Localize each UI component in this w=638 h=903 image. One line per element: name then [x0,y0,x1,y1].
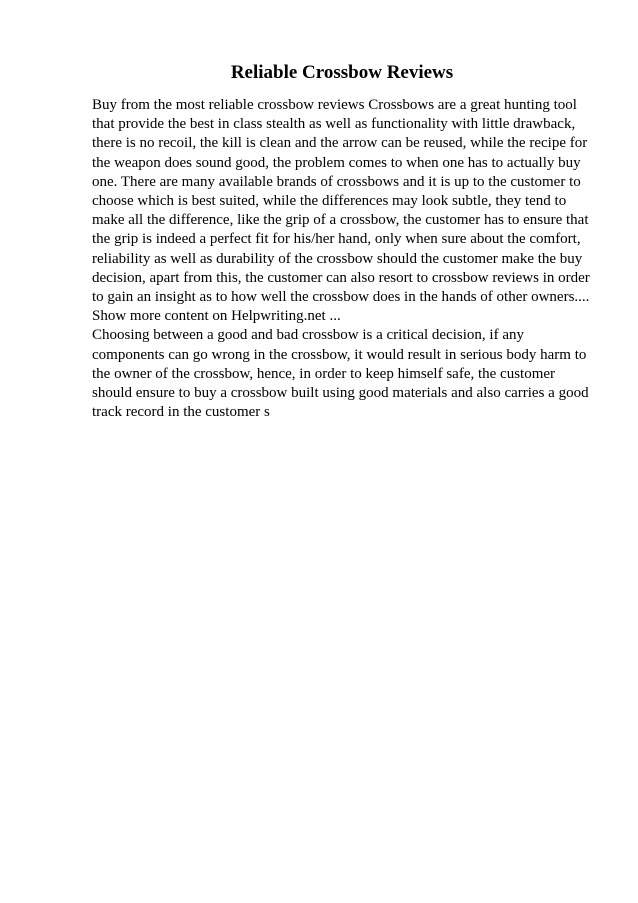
document-body [92,96,590,422]
paragraph-2 [92,326,589,422]
text-line: make all the difference, like the grip of a crossbow, the customer has to ensure that [92,212,589,229]
text-line: decision, apart from this, the customer can also resort to crossbow reviews in order [92,269,590,286]
text-line: there is no recoil, the kill is clean and the arrow can be reused, while the recipe for [92,135,588,152]
text-line: to gain an insight as to how well the crossbow does in the hands of other owners.... [92,289,590,306]
show-more-link-text: Show more content on Helpwriting.net ... [92,308,341,325]
text-line: the owner of the crossbow, hence, in order to keep himself safe, the customer [92,365,556,382]
text-line: track record in the customer s [92,404,270,421]
text-line: should ensure to buy a crossbow built using good materials and also carries a good [92,385,589,402]
text-line: one. There are many available brands of crossbows and it is up to the customer to [92,173,581,190]
text-line: reliability as well as durability of the crossbow should the customer make the buy [92,250,583,267]
text-line: the grip is indeed a perfect fit for his/her hand, only when sure about the comfort, [92,231,581,248]
text-line: Choosing between a good and bad crossbow is a critical decision, if any [92,327,524,344]
text-line: that provide the best in class stealth as well as functionality with little drawback, [92,116,576,133]
document-title: Reliable Crossbow Reviews [230,62,454,83]
paragraph-1 [92,96,590,326]
text-line: choose which is best suited, while the differences may look subtle, they tend to [92,193,567,210]
text-line: components can go wrong in the crossbow, it would result in serious body harm to [92,346,587,363]
text-line: the weapon does sound good, the problem comes to when one has to actually buy [92,154,581,171]
text-line: Buy from the most reliable crossbow reviews Crossbows are a great hunting tool [92,97,577,113]
